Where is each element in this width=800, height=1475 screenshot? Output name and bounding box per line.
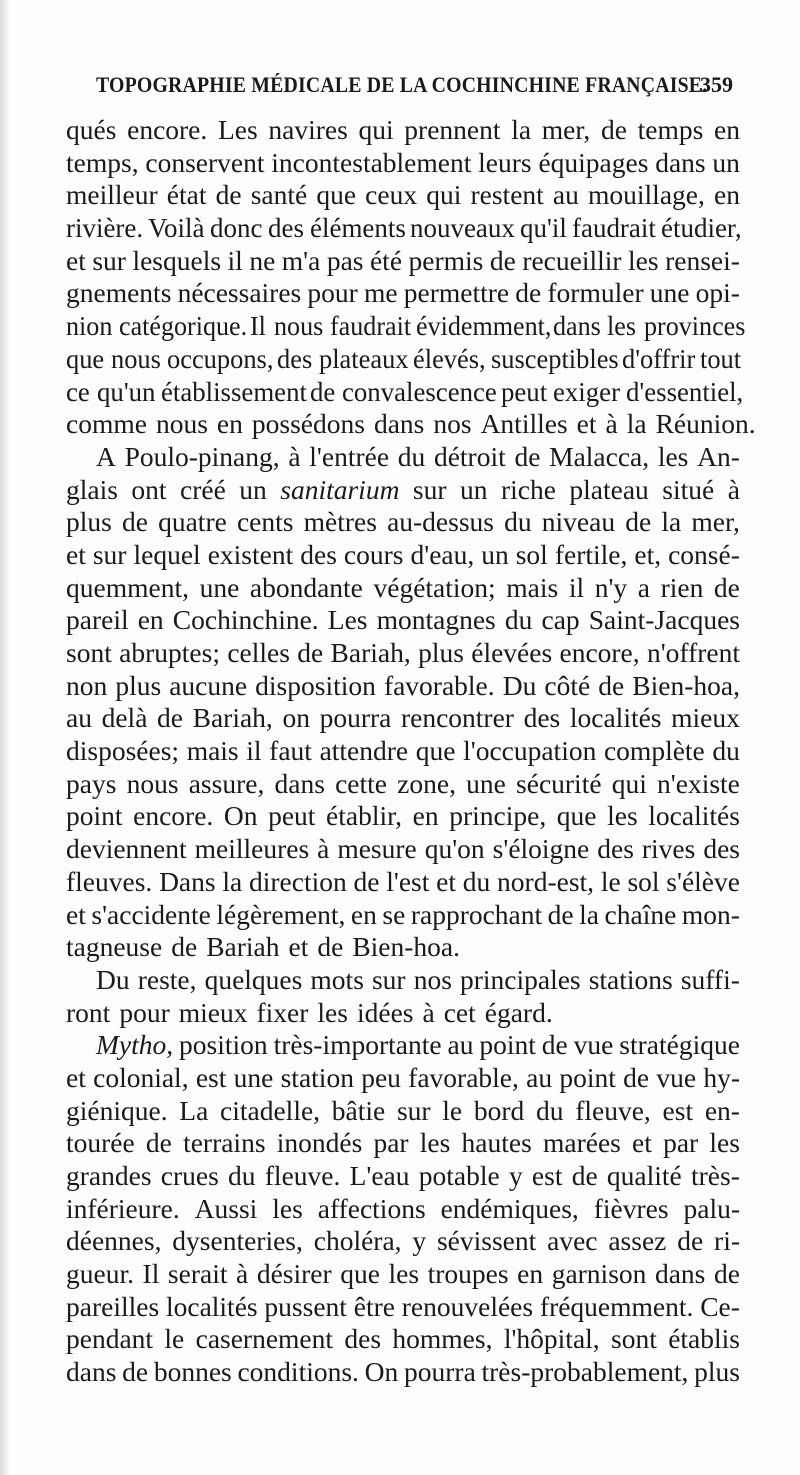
text-line: disposées; mais il faut attendre que l'occupation complète du bbox=[66, 735, 740, 767]
text-line: tourée de terrains inondés par les hautes marées et par les bbox=[66, 1127, 740, 1159]
text-line: A Poulo-pinang, à l'entrée du détroit de Malacca, les An- bbox=[96, 440, 740, 472]
body-text bbox=[66, 114, 756, 1389]
page-number: 359 bbox=[700, 72, 733, 97]
text-line: ront pour mieux fixer les idées à cet égard. bbox=[66, 996, 553, 1028]
text-line: sont abruptes; celles de Bariah, plus élevées encore, n'offrent bbox=[66, 637, 740, 668]
text-line: meilleur état de santé que ceux qui restent au mouillage, en bbox=[66, 179, 740, 211]
text-line: rivière. Voilà donc des éléments nouveaux qu'il faudrait étudier, bbox=[66, 212, 742, 244]
text-line: pareilles localités pussent être renouvelées fréquemment. Ce- bbox=[66, 1290, 740, 1322]
text-line: gueur. Il serait à désirer que les troupes en garnison dans de bbox=[66, 1258, 740, 1290]
text-line: inférieure. Aussi les affections endémiques, fièvres palu- bbox=[66, 1192, 740, 1224]
text-line: plus de quatre cents mètres au-dessus du niveau de la mer, bbox=[66, 506, 740, 538]
text-line: pays nous assure, dans cette zone, une sécurité qui n'existe bbox=[66, 767, 740, 799]
text-line: ce qu'un établissement de convalescence peut exiger d'essentiel, bbox=[66, 375, 743, 407]
text-line: et sur lequel existent des cours d'eau, un sol fertile, et, consé- bbox=[66, 538, 740, 570]
text-line: déennes, dysenteries, choléra, y sévissent avec assez de ri- bbox=[66, 1225, 740, 1257]
text-line: gnements nécessaires pour me permettre de formuler une opi- bbox=[66, 277, 740, 309]
text-line: pareil en Cochinchine. Les montagnes du cap Saint-Jacques bbox=[66, 604, 740, 636]
page-header bbox=[0, 72, 800, 104]
text-line: point encore. On peut établir, en principe, que les localités bbox=[66, 800, 740, 832]
text-line: grandes crues du fleuve. L'eau potable y est de qualité très- bbox=[66, 1160, 740, 1191]
text-line: quemment, une abondante végétation; mais il n'y a rien de bbox=[66, 571, 740, 603]
text-line: Mytho, position très-importante au point de vue stratégique bbox=[96, 1029, 740, 1061]
text-line: au delà de Bariah, on pourra rencontrer des localités mieux bbox=[66, 702, 740, 734]
text-line: et sur lesquels il ne m'a pas été permis de recueillir les rensei- bbox=[66, 244, 740, 276]
text-line: pendant le casernement des hommes, l'hôpital, sont établis bbox=[66, 1323, 740, 1355]
text-line: comme nous en possédons dans nos Antilles et à la Réunion. bbox=[66, 408, 756, 440]
text-line: que nous occupons, des plateaux élevés, susceptibles d'offrir tout bbox=[66, 342, 742, 374]
text-line: non plus aucune disposition favorable. Du côté de Bien-hoa, bbox=[66, 669, 740, 701]
text-line: Du reste, quelques mots sur nos principales stations suffi- bbox=[96, 963, 740, 995]
text-line: dans de bonnes conditions. On pourra très-probablement, plus bbox=[66, 1356, 740, 1388]
text-line: et colonial, est une station peu favorable, au point de vue hy- bbox=[66, 1061, 740, 1093]
text-line: deviennent meilleures à mesure qu'on s'éloigne des rives des bbox=[66, 833, 740, 865]
text-line: qués encore. Les navires qui prennent la mer, de temps en bbox=[66, 114, 740, 145]
text-line: tagneuse de Bariah et de Bien-hoa. bbox=[66, 931, 461, 963]
page-edge-shadow bbox=[0, 0, 10, 1475]
text-line: et s'accidente légèrement, en se rapprochant de la chaîne mon- bbox=[66, 898, 740, 930]
text-line: giénique. La citadelle, bâtie sur le bord du fleuve, est en- bbox=[66, 1094, 740, 1126]
text-line: fleuves. Dans la direction de l'est et du nord-est, le sol s'élève bbox=[66, 865, 740, 897]
text-line: nion catégorique. Il nous faudrait évidemment, dans les provinces bbox=[66, 310, 746, 342]
text-line: temps, conservent incontestablement leurs équipages dans un bbox=[66, 146, 740, 178]
text-line: glais ont créé un sanitarium sur un riche plateau situé à bbox=[66, 473, 740, 505]
running-title: TOPOGRAPHIE MÉDICALE DE LA COCHINCHINE FRANÇAISE. bbox=[96, 72, 708, 97]
